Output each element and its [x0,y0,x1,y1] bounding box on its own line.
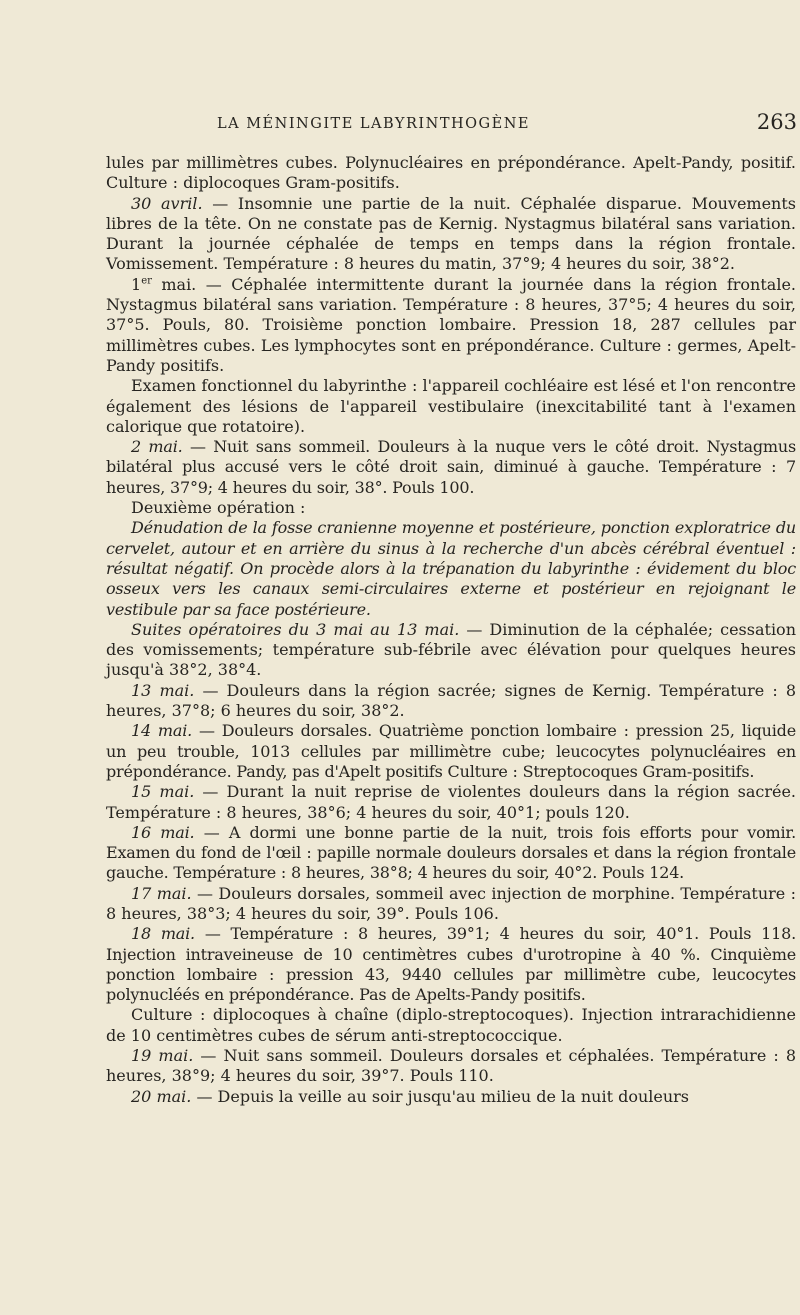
entry-date: Suites opératoires du 3 mai au 13 mai. [131,619,460,639]
paragraph: 14 mai. — Douleurs dorsales. Quatrième ponction lombaire : pression 25, liquide un peu trouble, 1013 cellules par millimètre cube; leucocytes polynucléaires en prépondérance. Pandy, pas d'Apelt positifs Culture : Streptocoques Gram-positifs. [106,721,796,781]
paragraph: 16 mai. — A dormi une bonne partie de la nuit, trois fois efforts pour vomir. Examen du fond de l'œil : papille normale douleurs dorsales et dans la région frontale gauche. Température : 8 heures, 38°8; 4 heures du soir, 40°2. Pouls 124. [106,822,796,883]
operation-description: Dénudation de la fosse cranienne moyenne et postérieure, ponction exploratrice du cervelet, autour et en arrière du sinus à la recherche d'un abcès cérébral éventuel : résultat négatif. On procède alors à la trépanation du labyrinthe : évidement du bloc osseux vers les canaux semi-circulaires externe et postérieur en rejoignant le vestibule par sa face postérieure. [106,518,796,619]
running-header [107,108,797,142]
page-number: 263 [756,110,797,134]
entry-date: 14 mai. [131,721,193,741]
entry-date: 18 mai. [131,924,195,944]
entry-date: 1er mai. [131,274,197,294]
paragraph: 30 avril. — Insomnie une partie de la nuit. Céphalée disparue. Mouvements libres de la tête. On ne constate pas de Kernig. Nystagmus bilatéral sans variation. Durant la journée céphalée de temps en temps dans la région frontale. Vomissement. Température : 8 heures du matin, 37°9; 4 heures du soir, 38°2. [106,193,796,274]
paragraph: Examen fonctionnel du labyrinthe : l'appareil cochléaire est lésé et l'on rencontre également des lésions de l'appareil vestibulaire (inexcitabilité tant à l'examen calorique que rotatoire). [106,376,796,436]
entry-date: 2 mai. [131,437,183,457]
paragraph: 17 mai. — Douleurs dorsales, sommeil avec injection de morphine. Température : 8 heures, 38°3; 4 heures du soir, 39°. Pouls 106. [106,883,797,923]
paragraph: 20 mai. — Depuis la veille au soir jusqu'au milieu de la nuit douleurs [131,1086,690,1106]
paragraph: 2 mai. — Nuit sans sommeil. Douleurs à la nuque vers le côté droit. Nystagmus bilatéral plus accusé vers le côté droit sain, diminué à gauche. Température : 7 heures, 37°9; 4 heures du soir, 38°. Pouls 100. [106,437,796,497]
paragraph: Culture : diplocoques à chaîne (diplo-streptocoques). Injection intrarachidienne de 10 centimètres cubes de sérum anti-streptococcique. [106,1005,796,1045]
entry-date: 20 mai. [131,1086,192,1106]
body-text [106,153,796,1107]
paragraph: 15 mai. — Durant la nuit reprise de violentes douleurs dans la région sacrée. Température : 8 heures, 38°6; 4 heures du soir, 40°1; pouls 120. [106,782,796,822]
entry-date: 17 mai. [131,883,192,903]
paragraph: 13 mai. — Douleurs dans la région sacrée; signes de Kernig. Température : 8 heures, 37°8; 6 heures du soir, 38°2. [106,680,796,721]
paragraph: 1er mai. — Céphalée intermittente durant la journée dans la région frontale. Nystagmus bilatéral sans variation. Température : 8 heures, 37°5; 4 heures du soir, 37°5. Pouls, 80. Troisième ponction lombaire. Pression 18, 287 cellules par millimètres cubes. Les lymphocytes sont en prépondérance. Culture : germes, Apelt-Pandy positifs. [106,274,797,375]
entry-date: 30 avril. [131,193,203,213]
paragraph: lules par millimètres cubes. Polynucléaires en prépondérance. Apelt-Pandy, positif. Culture : diplocoques Gram-positifs. [106,153,796,193]
entry-date: 15 mai. [131,782,195,802]
paragraph: 19 mai. — Nuit sans sommeil. Douleurs dorsales et céphalées. Température : 8 heures, 38°9; 4 heures du soir, 39°7. Pouls 110. [106,1046,797,1086]
entry-date: 19 mai. [131,1046,194,1066]
paragraph: Deuxième opération : [131,498,306,518]
running-title: LA MÉNINGITE LABYRINTHOGÈNE [217,116,530,132]
paragraph: Suites opératoires du 3 mai au 13 mai. — Diminution de la céphalée; cessation des vomissements; température sub-fébrile avec élévation pour quelques heures jusqu'à 38°2, 38°4. [106,619,796,680]
entry-date: 16 mai. [131,822,195,842]
entry-date: 13 mai. [131,680,195,700]
paragraph: 18 mai. — Température : 8 heures, 39°1; 4 heures du soir, 40°1. Pouls 118. Injection intraveineuse de 10 centimètres cubes d'urotropine à 40 %. Cinquième ponction lombaire : pression 43, 9440 cellules par millimètre cube, leucocytes polynucléés en prépondérance. Pas de Apelts-Pandy positifs. [106,924,796,1005]
